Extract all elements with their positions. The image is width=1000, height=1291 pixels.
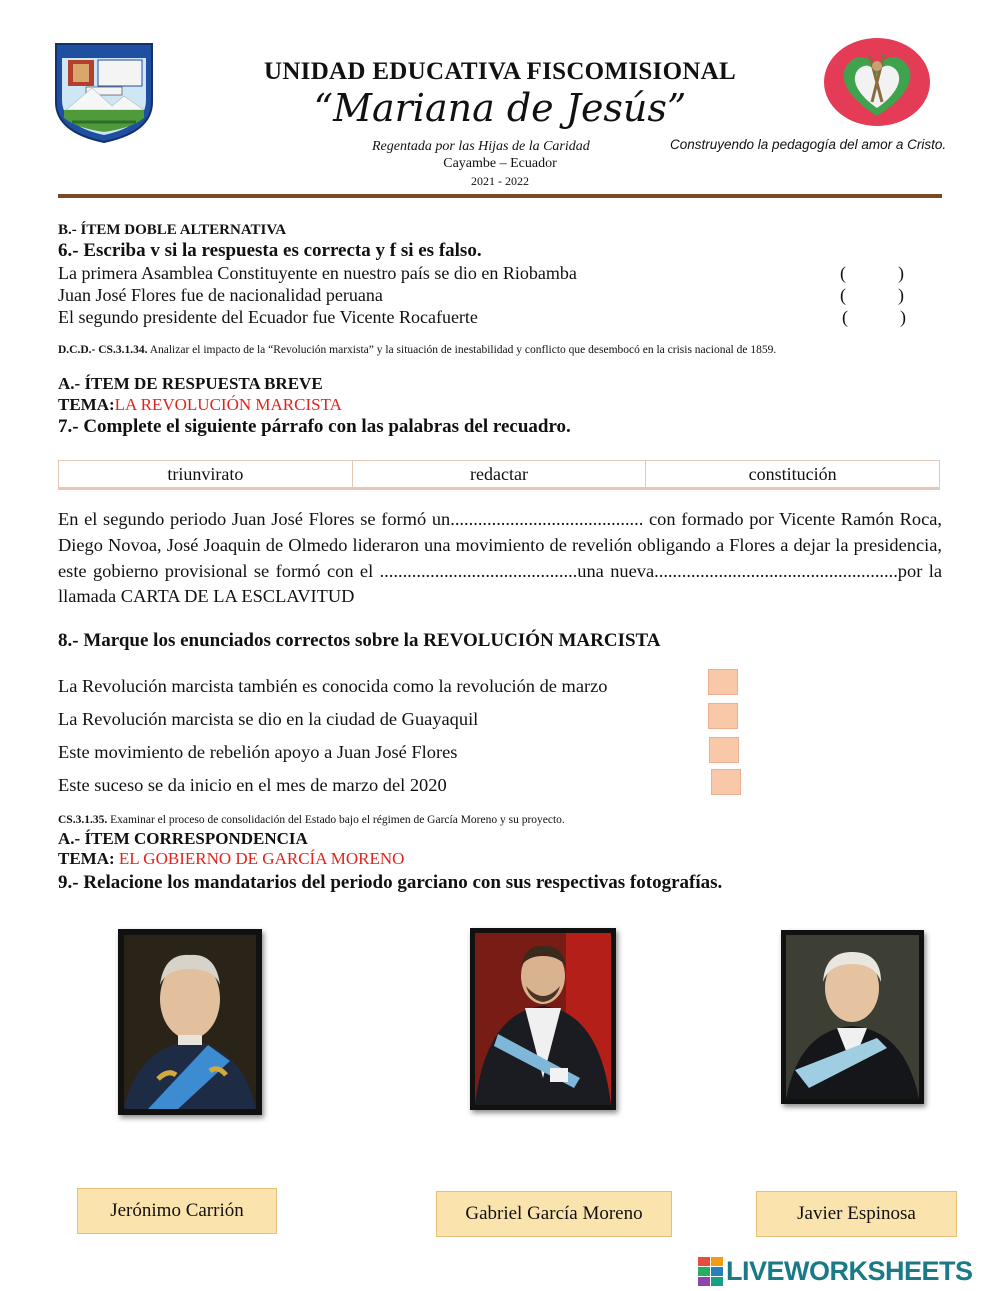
institution-name: UNIDAD EDUCATIVA FISCOMISIONAL — [263, 58, 737, 85]
name-box-2[interactable]: Gabriel García Moreno — [436, 1191, 672, 1237]
word-bank-item: redactar — [353, 461, 647, 487]
tf-item-2: Juan José Flores fue de nacionalidad peruana ( ) — [58, 285, 904, 305]
fill-in-paragraph: En el segundo periodo Juan José Flores se formó un.......................................... con formado por Vicente Ramón Roca, Diego Novoa, José Joaquin de Olmedo lideraron una movimiento de revelión obligando a Flores a dejar la presidencia, este gobierno provisional se formó con el ...........................................una nueva.....................................................por la llamada CARTA DE LA ESCLAVITUD — [58, 509, 942, 607]
tf-item-text: La primera Asamblea Constituyente en nuestro país se dio en Riobamba — [58, 263, 577, 283]
question-9: 9.- Relacione los mandatarios del periodo garciano con sus respectivas fotografías. — [58, 872, 723, 893]
word-bank-item: triunvirato — [59, 461, 353, 487]
name-box-3[interactable]: Javier Espinosa — [756, 1191, 957, 1237]
tf-item-1: La primera Asamblea Constituyente en nuestro país se dio en Riobamba ( ) — [58, 263, 904, 283]
regentada-text: Regentada por las Hijas de la Caridad — [372, 139, 590, 154]
cs35-objective: CS.3.1.35. Examinar el proceso de consolidación del Estado bajo el régimen de García Moreno y su proyecto. — [58, 814, 565, 826]
section-a1-heading: A.- ÍTEM DE RESPUESTA BREVE — [58, 374, 323, 393]
tema-garcia-moreno: TEMA: EL GOBIERNO DE GARCÍA MORENO — [58, 849, 405, 868]
motto-text: Construyendo la pedagogía del amor a Cristo. — [670, 137, 947, 152]
section-b-heading: B.- ÍTEM DOBLE ALTERNATIVA — [58, 222, 287, 238]
heart-emblem-logo — [822, 36, 932, 128]
statement-1: La Revolución marcista también es conocida como la revolución de marzo — [58, 676, 608, 696]
header-divider — [58, 194, 942, 198]
question-8: 8.- Marque los enunciados correctos sobre la REVOLUCIÓN MARCISTA — [58, 630, 661, 651]
statement-1-checkbox[interactable] — [708, 669, 738, 695]
statement-3: Este movimiento de rebelión apoyo a Juan José Flores — [58, 742, 458, 762]
word-bank — [58, 460, 940, 490]
dcd-objective: D.C.D.- CS.3.1.34. Analizar el impacto de la “Revolución marxista” y la situación de inestabilidad y conflicto que desembocó en la crisis nacional de 1859. — [58, 344, 777, 356]
location-text: Cayambe – Ecuador — [443, 156, 557, 171]
statement-2: La Revolución marcista se dio en la ciudad de Guayaquil — [58, 709, 479, 729]
tf-item-3: El segundo presidente del Ecuador fue Vicente Rocafuerte ( ) — [58, 307, 906, 327]
liveworksheets-brand: LIVEWORKSHEETS — [726, 1255, 973, 1286]
tf-item-text: Juan José Flores fue de nacionalidad peruana — [58, 285, 383, 305]
portrait-2-image[interactable] — [470, 928, 616, 1110]
word-bank-item: constitución — [748, 464, 837, 484]
question-6: 6.- Escriba v si la respuesta es correcta y f si es falso. — [58, 240, 482, 261]
section-a2-heading: A.- ÍTEM CORRESPONDENCIA — [58, 829, 308, 848]
liveworksheets-icon — [698, 1257, 723, 1286]
tema-revolucion: TEMA:LA REVOLUCIÓN MARCISTA — [58, 395, 342, 414]
statement-4: Este suceso se da inicio en el mes de marzo del 2020 — [58, 775, 447, 795]
liveworksheets-logo — [698, 1256, 973, 1286]
portrait-1-image[interactable] — [118, 929, 262, 1115]
portrait-3-image[interactable] — [781, 930, 924, 1104]
statement-2-checkbox[interactable] — [708, 703, 738, 729]
statement-3-checkbox[interactable] — [709, 737, 739, 763]
name-box-1[interactable]: Jerónimo Carrión — [77, 1188, 277, 1234]
statement-4-checkbox[interactable] — [711, 769, 741, 795]
tf-item-text: El segundo presidente del Ecuador fue Vicente Rocafuerte — [58, 307, 478, 327]
school-name: “Mariana de Jesús” — [313, 86, 687, 130]
school-years: 2021 - 2022 — [471, 174, 529, 188]
question-7: 7.- Complete el siguiente párrafo con las palabras del recuadro. — [58, 416, 571, 437]
